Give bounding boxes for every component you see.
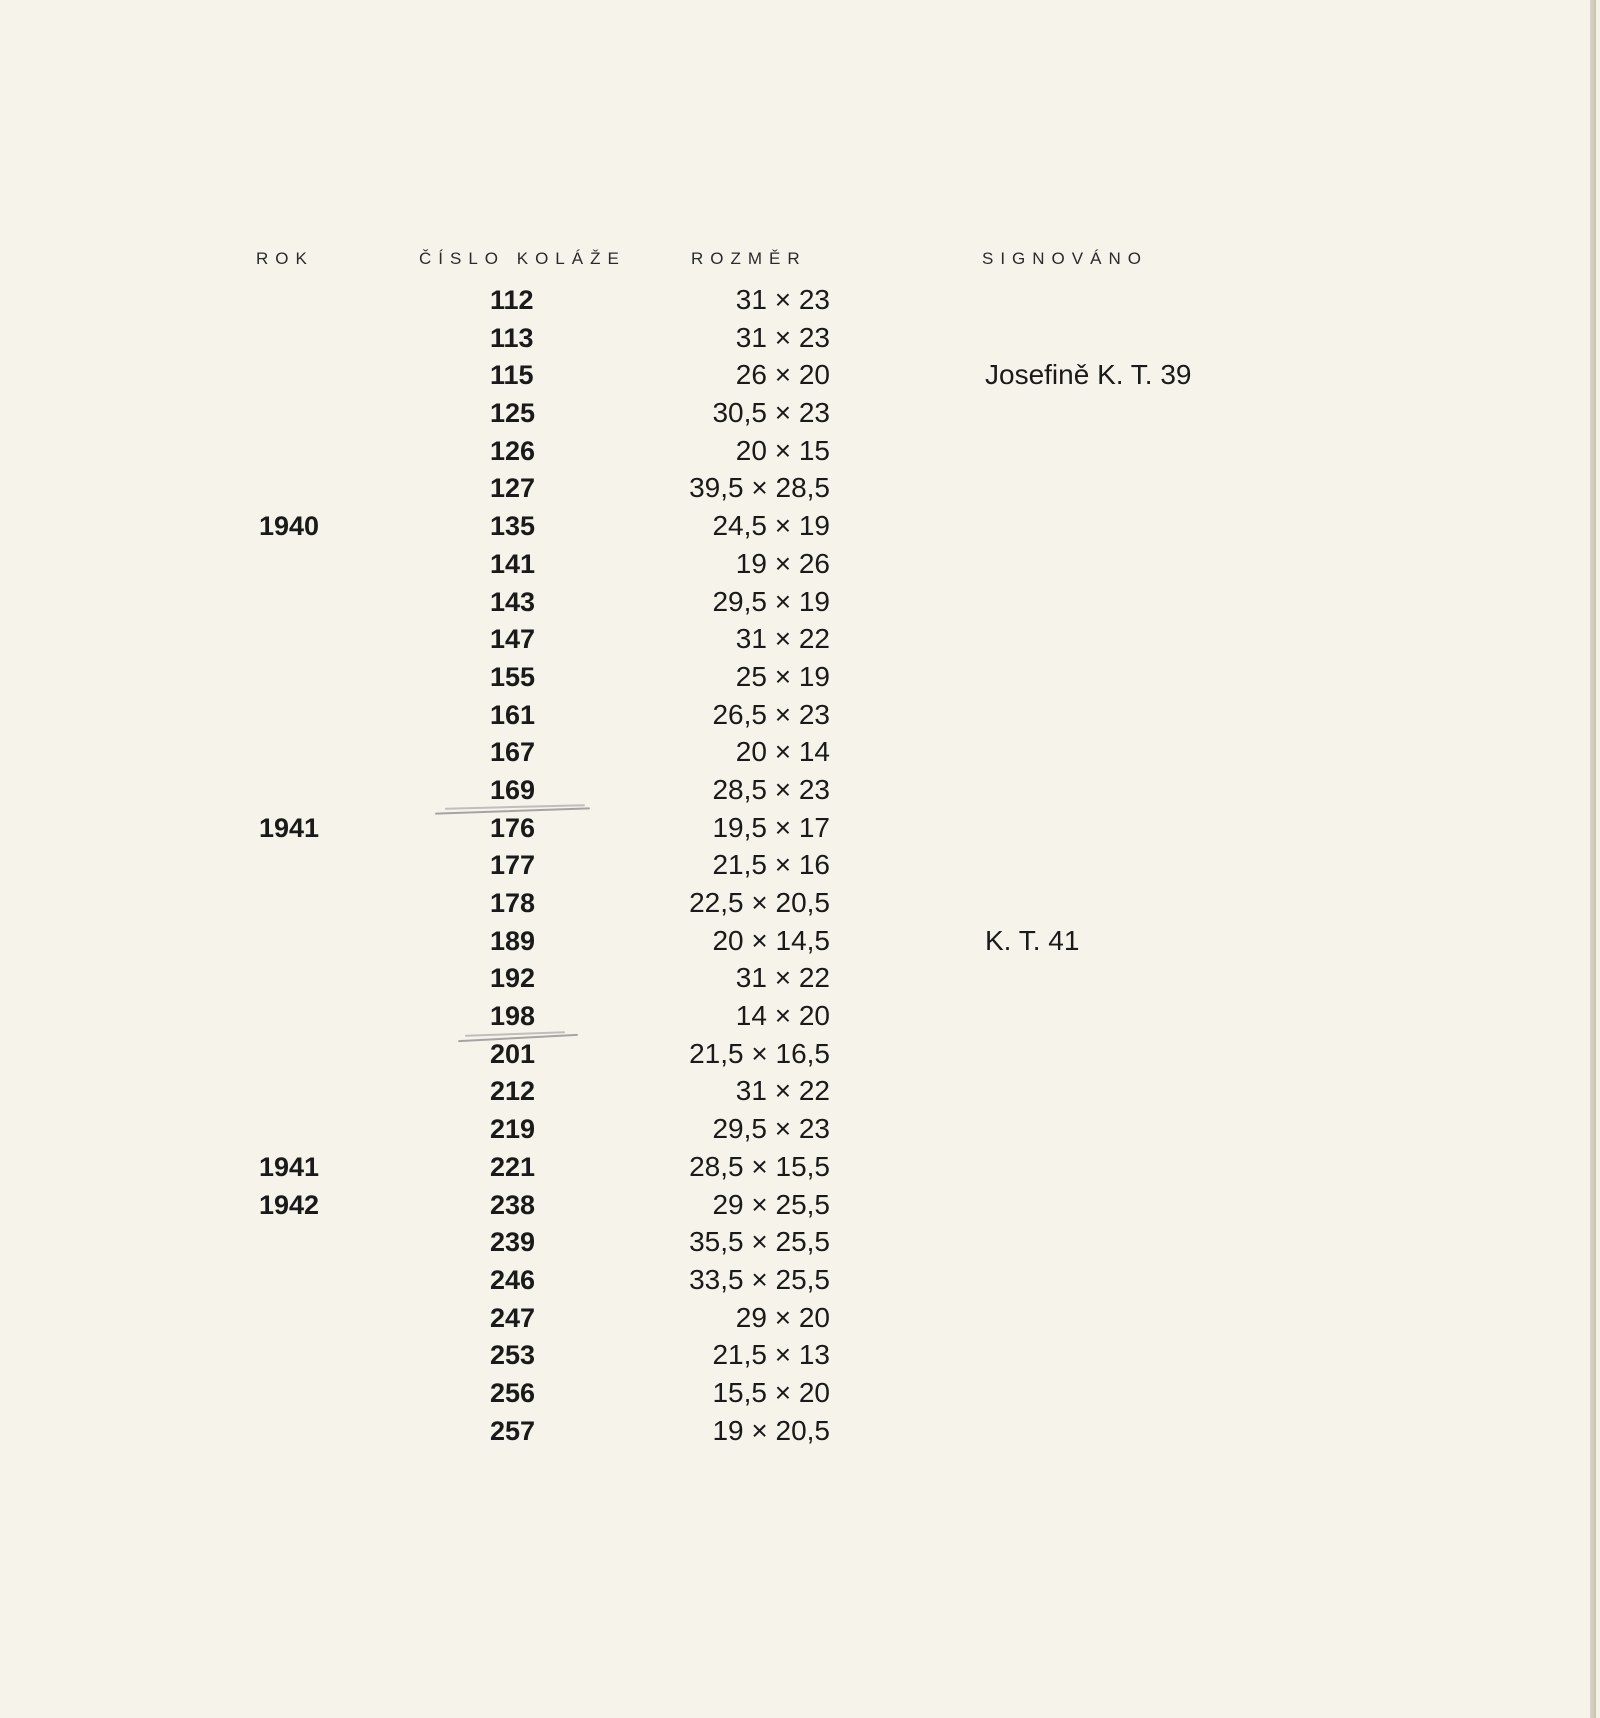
dimensions-cell: 19 × 26 xyxy=(735,547,830,579)
dimensions-cell: 14 × 20 xyxy=(735,1000,830,1032)
collage-number-cell: 125 xyxy=(490,398,536,429)
collage-number-cell: 256 xyxy=(490,1377,536,1408)
collage-number-cell: 127 xyxy=(490,473,536,504)
dimensions-cell: 21,5 × 16 xyxy=(712,849,830,881)
dimensions-cell: 28,5 × 15,5 xyxy=(689,1150,830,1182)
table-row xyxy=(0,698,1600,736)
table-row xyxy=(0,622,1600,660)
table-row xyxy=(0,735,1600,773)
table-row xyxy=(0,434,1600,472)
table-row xyxy=(0,283,1600,321)
dimensions-cell: 29,5 × 23 xyxy=(712,1113,830,1145)
dimensions-cell: 26 × 20 xyxy=(735,359,830,391)
table-row xyxy=(0,961,1600,999)
table-row xyxy=(0,1150,1600,1188)
dimensions-cell: 39,5 × 28,5 xyxy=(689,472,830,504)
dimensions-cell: 26,5 × 23 xyxy=(712,698,830,730)
table-row xyxy=(0,1376,1600,1414)
collage-number-cell: 112 xyxy=(490,285,534,315)
dimensions-cell: 28,5 × 23 xyxy=(712,773,830,805)
table-row xyxy=(0,1263,1600,1301)
dimensions-cell: 25 × 19 xyxy=(735,660,830,692)
collage-number-cell: 253 xyxy=(490,1340,536,1371)
dimensions-cell: 20 × 14,5 xyxy=(712,924,830,956)
table-row xyxy=(0,509,1600,547)
header-rozmer: ROZMĚR xyxy=(691,249,807,268)
table-row xyxy=(0,471,1600,509)
dimensions-cell: 31 × 22 xyxy=(735,623,830,655)
collage-number-cell: 176 xyxy=(490,812,536,843)
collage-number-cell: 141 xyxy=(490,548,536,579)
table-row xyxy=(0,924,1600,962)
table-row xyxy=(0,1188,1600,1226)
header-cislo-kolaze: ČÍSLO KOLÁŽE xyxy=(419,249,626,268)
table-row xyxy=(0,660,1600,698)
collage-number-cell: 161 xyxy=(490,699,536,730)
collage-number-cell: 143 xyxy=(490,586,536,617)
dimensions-cell: 30,5 × 23 xyxy=(712,397,830,429)
dimensions-cell: 19,5 × 17 xyxy=(712,811,830,843)
collage-number-cell: 239 xyxy=(490,1227,536,1258)
table-row xyxy=(0,1074,1600,1112)
dimensions-cell: 21,5 × 16,5 xyxy=(689,1037,830,1069)
table-row xyxy=(0,1414,1600,1452)
collage-number-cell: 126 xyxy=(490,435,536,466)
dimensions-cell: 20 × 15 xyxy=(735,434,830,466)
collage-number-cell: 201 xyxy=(490,1038,536,1069)
table-row xyxy=(0,1112,1600,1150)
table-row xyxy=(0,848,1600,886)
dimensions-cell: 15,5 × 20 xyxy=(712,1376,830,1408)
collage-number-cell: 155 xyxy=(490,661,536,692)
year-cell: 1941 xyxy=(259,1151,320,1182)
dimensions-cell: 19 × 20,5 xyxy=(712,1414,830,1446)
collage-number-cell: 177 xyxy=(490,850,536,881)
dimensions-cell: 31 × 22 xyxy=(735,962,830,994)
signature-cell: K. T. 41 xyxy=(985,924,1080,956)
collage-number-cell: 135 xyxy=(490,511,536,542)
collage-number-cell: 167 xyxy=(490,737,536,768)
dimensions-cell: 31 × 22 xyxy=(735,1075,830,1107)
table-row xyxy=(0,358,1600,396)
dimensions-cell: 22,5 × 20,5 xyxy=(689,887,830,918)
collage-number-cell: 113 xyxy=(490,322,534,353)
table-row xyxy=(0,547,1600,585)
collage-number-cell: 115 xyxy=(490,360,534,391)
collage-number-cell: 147 xyxy=(490,624,536,655)
table-row xyxy=(0,886,1600,924)
dimensions-cell: 29 × 25,5 xyxy=(712,1188,830,1220)
collage-number-cell: 212 xyxy=(490,1076,536,1107)
table-row xyxy=(0,811,1600,849)
table-body xyxy=(0,283,1600,1451)
year-cell: 1941 xyxy=(259,812,320,843)
table-row xyxy=(0,585,1600,623)
table-row xyxy=(0,773,1600,811)
collage-number-cell: 178 xyxy=(490,888,536,918)
header-signovano: SIGNOVÁNO xyxy=(982,249,1148,268)
collage-number-cell: 169 xyxy=(490,774,536,805)
table-row xyxy=(0,1037,1600,1075)
table-row xyxy=(0,321,1600,359)
collage-number-cell: 257 xyxy=(490,1415,536,1446)
dimensions-cell: 31 × 23 xyxy=(735,284,830,315)
header-rok: ROK xyxy=(256,249,314,268)
table-row xyxy=(0,1301,1600,1339)
collage-number-cell: 221 xyxy=(490,1151,536,1182)
dimensions-cell: 33,5 × 25,5 xyxy=(689,1263,830,1295)
table-row xyxy=(0,1338,1600,1376)
dimensions-cell: 31 × 23 xyxy=(735,321,830,353)
collage-number-cell: 189 xyxy=(490,925,536,956)
table-row xyxy=(0,999,1600,1037)
collage-number-cell: 247 xyxy=(490,1302,536,1333)
collage-number-cell: 219 xyxy=(490,1114,536,1145)
dimensions-cell: 29,5 × 19 xyxy=(712,585,830,617)
dimensions-cell: 35,5 × 25,5 xyxy=(689,1226,830,1258)
dimensions-cell: 21,5 × 13 xyxy=(712,1339,830,1371)
collage-number-cell: 192 xyxy=(490,963,536,994)
collage-number-cell: 198 xyxy=(490,1001,536,1032)
signature-cell: Josefině K. T. 39 xyxy=(985,359,1192,391)
year-cell: 1942 xyxy=(259,1189,320,1220)
table-row xyxy=(0,396,1600,434)
collage-number-cell: 246 xyxy=(490,1264,536,1295)
dimensions-cell: 24,5 × 19 xyxy=(712,510,830,542)
dimensions-cell: 20 × 14 xyxy=(735,736,830,768)
table-row xyxy=(0,1225,1600,1263)
dimensions-cell: 29 × 20 xyxy=(735,1301,830,1333)
collage-number-cell: 238 xyxy=(490,1189,536,1220)
year-cell: 1940 xyxy=(259,511,320,542)
